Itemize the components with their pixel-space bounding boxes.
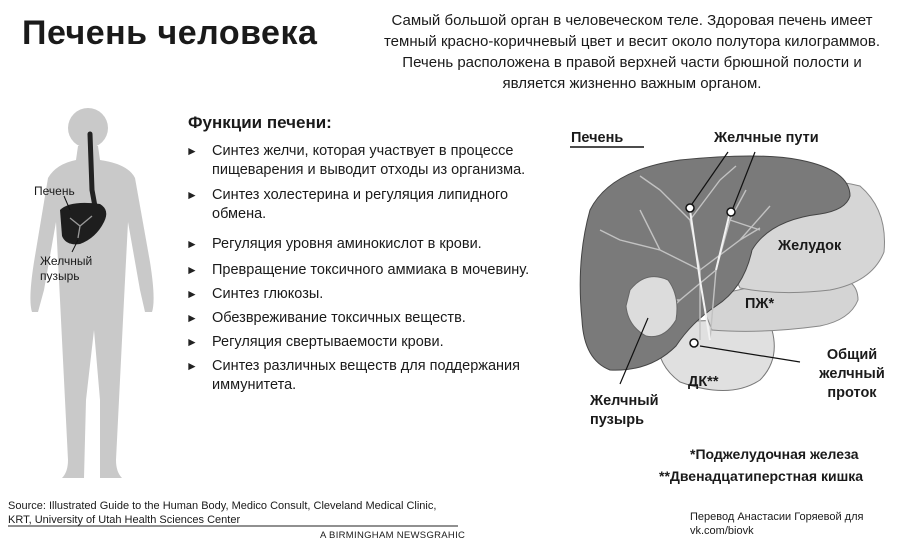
triangle-bullet-icon: ► [186, 311, 198, 325]
common-duct-marker [690, 339, 698, 347]
triangle-bullet-icon: ► [186, 144, 198, 158]
body-liver-label: Печень [34, 184, 75, 198]
list-item: ► Синтез глюкозы. [186, 286, 324, 302]
gallbladder-label: Желчный пузырь [590, 393, 659, 428]
list-item: ► Обезвреживание токсичных веществ. [186, 310, 466, 326]
list-item: ► Синтез холестерина и регуляция липидного обмена. [186, 187, 509, 222]
footnote-duodenum: **Двенадцатиперстная кишка [659, 468, 864, 484]
body-gallbladder-label: Желчный пузырь [40, 254, 93, 283]
pancreas-label: ПЖ* [745, 296, 775, 312]
list-item: ► Превращение токсичного аммиака в мочевину. [186, 262, 530, 278]
list-item: ► Синтез желчи, которая участвует в процессе пищеварения и выводит отходы из организма. [186, 143, 526, 178]
source-citation: Source: Illustrated Guide to the Human Body, Medico Consult, Cleveland Medical Clinic, KRT, University of Utah Health Sciences Center [8, 500, 437, 526]
translator-credit: Перевод Анастасии Горяевой для vk.com/biovk [690, 511, 864, 537]
duodenum-label: ДК** [688, 374, 719, 390]
diagram-liver-title: Печень [571, 130, 624, 146]
triangle-bullet-icon: ► [186, 188, 198, 202]
page-title: Печень человека [22, 14, 318, 52]
triangle-bullet-icon: ► [186, 359, 198, 373]
publisher-credit: A BIRMINGHAM NEWSGRAHIC [320, 530, 466, 541]
functions-heading: Функции печени: [188, 113, 332, 132]
stomach-label: Желудок [778, 238, 842, 254]
bile-duct-marker-1 [686, 204, 694, 212]
list-item: ► Синтез различных веществ для поддержания иммунитета. [186, 358, 520, 393]
bile-ducts-label: Желчные пути [714, 130, 819, 146]
triangle-bullet-icon: ► [186, 335, 198, 349]
list-item: ► Регуляция свертываемости крови. [186, 334, 444, 350]
bile-duct-marker-2 [727, 208, 735, 216]
footnote-pancreas: *Поджелудочная железа [690, 446, 859, 462]
triangle-bullet-icon: ► [186, 263, 198, 277]
triangle-bullet-icon: ► [186, 237, 198, 251]
intro-paragraph: Самый большой орган в человеческом теле. Здоровая печень имеет темный красно-коричневый цвет и весит около полутора килограммов. Печень расположена в правой верхней части брюшной полости и является жизненно важным органом. [383, 12, 880, 92]
common-bile-duct-label: Общий желчный проток [819, 347, 885, 401]
functions-list [186, 142, 566, 395]
list-item: ► Регуляция уровня аминокислот в крови. [186, 236, 482, 252]
triangle-bullet-icon: ► [186, 287, 198, 301]
